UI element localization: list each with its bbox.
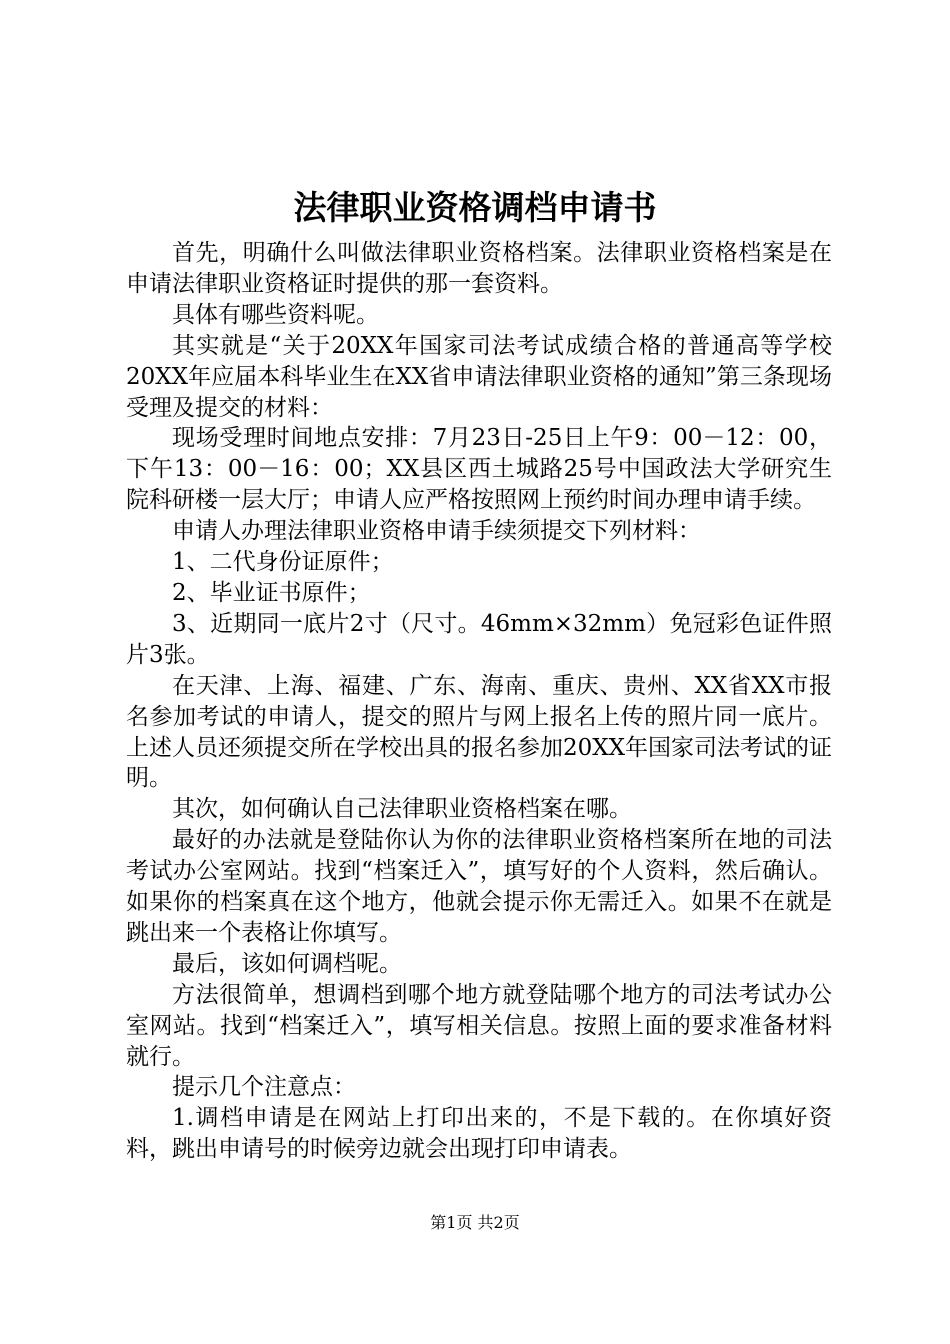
paragraph: 申请人办理法律职业资格申请手续须提交下列材料：	[172, 518, 701, 545]
document-title: 法律职业资格调档申请书	[293, 188, 657, 227]
paragraph: 在天津、上海、福建、广东、海南、重庆、贵州、XX省XX市报名参加考试的申请人，提交的照片与网上报名上传的照片同一底片。上述人员还须提交所在学校出具的报名参加20XX年国家司法考试的证明。	[126, 672, 833, 792]
paragraph: 方法很简单，想调档到哪个地方就登陆哪个地方的司法考试办公室网站。找到“档案迁入”，填写相关信息。按照上面的要求准备材料就行。	[126, 981, 832, 1070]
paragraph: 其实就是“关于20XX年国家司法考试成绩合格的普通高等学校20XX年应届本科毕业生在XX省申请法律职业资格的通知”第三条现场受理及提交的材料：	[126, 332, 832, 421]
list-item: 1、二代身份证原件；	[172, 549, 394, 576]
paragraph: 最好的办法就是登陆你认为你的法律职业资格档案所在地的司法考试办公室网站。找到“档案迁入”，填写好的个人资料，然后确认。如果你的档案真在这个地方，他就会提示你无需迁入。如果不在就是跳出来一个表格让你填写。	[126, 827, 832, 946]
paragraph: 现场受理时间地点安排：7月23日-25日上午9：00－12：00，下午13：00－16：00；XX县区西土城路25号中国政法大学研究生院科研楼一层大厅；申请人应严格按照网上预约时间办理申请手续。	[126, 425, 832, 514]
paragraph: 首先，明确什么叫做法律职业资格档案。法律职业资格档案是在申请法律职业资格证时提供的那一套资料。	[126, 240, 832, 297]
paragraph: 具体有哪些资料呢。	[172, 301, 379, 328]
paragraph: 其次，如何确认自己法律职业资格档案在哪。	[172, 796, 632, 823]
page-footer: 第1页 共2页	[430, 1213, 520, 1232]
paragraph: 提示几个注意点：	[172, 1074, 356, 1101]
list-item: 1.调档申请是在网站上打印出来的，不是下载的。在你填好资料，跳出申请号的时候旁边就会出现打印申请表。	[126, 1105, 832, 1163]
list-item: 2、毕业证书原件；	[172, 579, 371, 606]
list-item: 3、近期同一底片2寸（尺寸。46mm×32mm）免冠彩色证件照片3张。	[126, 610, 832, 668]
paragraph: 最后，该如何调档呢。	[172, 950, 402, 977]
document-body	[126, 238, 832, 1165]
